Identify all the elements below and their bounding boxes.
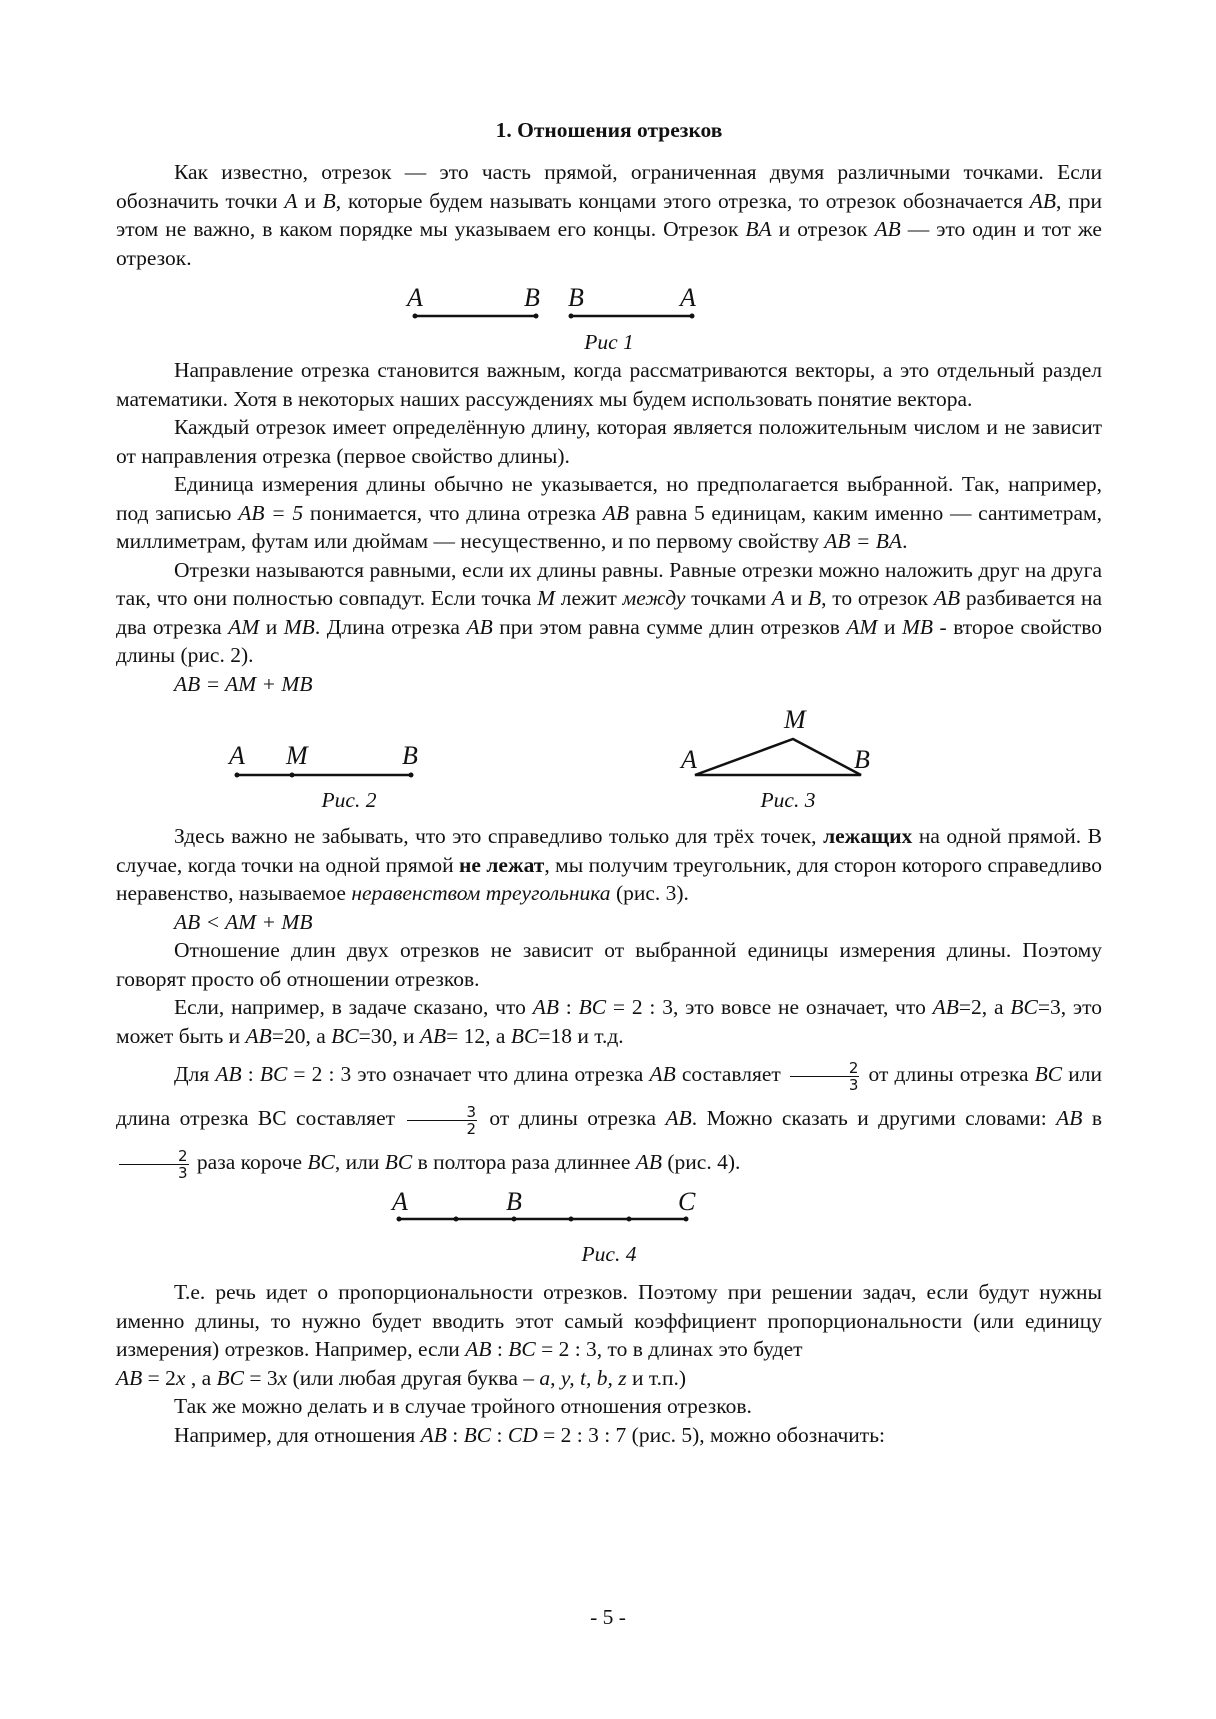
fraction-3-2: $\frac{3}{2}$	[407, 1104, 477, 1137]
point-b	[534, 314, 539, 319]
fig2-point-a	[235, 773, 240, 778]
point-b2	[569, 314, 574, 319]
figures-2-3	[116, 698, 1102, 822]
fig4-point-a	[397, 1217, 402, 1222]
paragraph-3: Каждый отрезок имеет определённую длину, которая является положительным числом и не зависит от направления отрезка (первое свойство длины).	[116, 415, 1102, 468]
paragraph-12: Так же можно делать и в случае тройного отношения отрезков.	[174, 1394, 752, 1418]
fig4-tick-2	[569, 1217, 574, 1222]
fig2-point-b	[409, 773, 414, 778]
fraction-2-3-b: $\frac{2}{3}$	[119, 1148, 189, 1181]
paragraph-11: AB = 2x , а BC = 3x (или любая другая буква – a, y, t, b, z и т.п.)	[116, 1365, 687, 1390]
point-a2	[690, 314, 695, 319]
paragraph-2: Направление отрезка становится важным, когда рассматриваются векторы, а это отдельный раздел математики. Хотя в некоторых наших рассуждениях мы будем использовать понятие вектора.	[116, 358, 1102, 411]
fig3-label-b: B	[854, 745, 870, 774]
fig2-label-m: M	[286, 741, 308, 770]
figure-4-caption: Рис. 4	[581, 1242, 637, 1266]
figure-1	[116, 272, 1102, 356]
page-content	[116, 116, 1102, 1449]
paragraph-5: Отрезки называются равными, если их длины равны. Равные отрезки можно наложить друг на друга так, что они полностью совпадут. Если точка M лежит между точками A и B, то отрезок AB разбивается на два отрезка AM и MB. Длина отрезка AB при этом равна сумме длин отрезков AM и MB - второе свойство длины (рис. 2).	[116, 557, 1102, 667]
figure-1-drawing	[116, 272, 1102, 328]
figure-4	[116, 1184, 1102, 1278]
fig2-label-b: B	[402, 741, 418, 770]
fig1-label-a2: A	[680, 283, 696, 312]
fig1-label-a: A	[407, 283, 423, 312]
paragraph-8: Если, например, в задаче сказано, что AB : BC = 2 : 3, это вовсе не означает, что AB=2, а BC=3, это может быть и AB=20, а BC=30, и AB= 12, а BC=18 и т.д.	[116, 995, 1103, 1048]
fraction-2-3: $\frac{2}{3}$	[790, 1060, 860, 1093]
fig2-label-a: A	[229, 741, 245, 770]
paragraph-9: Для AB : BC = 2 : 3 это означает что длина отрезка AB составляет $\frac{2}{3}$ от длины отрезка BC или длина отрезка ВС составляет $\frac{3}{2}$ от длины отрезка AB. Можно сказать и другими словами: AB в $\frac{2}{3}$ раза короче BC, или BC в полтора раза длиннее AB (рис. 4).	[116, 1058, 1102, 1182]
fig1-label-b2: B	[568, 283, 584, 312]
fig4-label-c: C	[678, 1187, 696, 1216]
paragraph-1: Как известно, отрезок — это часть прямой, ограниченная двумя различными точками. Если обозначить точки A и B, которые будем называть концами этого отрезка, то отрезок обозначается AB, при этом не важно, в каком порядке мы указываем его концы. Отрезок BA и отрезок AB — это один и тот же отрезок.	[116, 160, 1103, 270]
fig1-label-b: B	[524, 283, 540, 312]
fig2-caption: Рис. 2	[321, 788, 377, 812]
section-title: 1. Отношения отрезков	[495, 118, 723, 142]
fig4-label-b: B	[506, 1187, 522, 1216]
fig3-label-a: A	[681, 745, 697, 774]
figure-4-drawing	[116, 1184, 1102, 1240]
paragraph-7: Отношение длин двух отрезков не зависит от выбранной единицы измерения длины. Поэтому говорят просто об отношении отрезков.	[116, 938, 1102, 991]
fig3-label-m: M	[784, 705, 806, 734]
paragraph-4: Единица измерения длины обычно не указывается, но предполагается выбранной. Так, например, под записью AB = 5 понимается, что длина отрезка AB равна 5 единицам, каким именно — сантиметрам, миллиметрам, футам или дюймам — несущественно, и по первому свойству AB = BA.	[116, 472, 1103, 553]
paragraph-6: Здесь важно не забывать, что это справедливо только для трёх точек, лежащих на одной прямой. В случае, когда точки на одной прямой не лежат, мы получим треугольник, для сторон которого справедливо неравенство, называемое неравенством треугольника (рис. 3).	[116, 824, 1102, 905]
figure-1-caption: Рис 1	[584, 330, 634, 354]
fig3-caption: Рис. 3	[760, 788, 816, 812]
fig4-point-b	[512, 1217, 517, 1222]
paragraph-13: Например, для отношения AB : BC : CD = 2 : 3 : 7 (рис. 5), можно обозначить:	[174, 1422, 885, 1447]
fig4-point-c	[684, 1217, 689, 1222]
fig4-label-a: A	[392, 1187, 408, 1216]
formula-sum: AB = AM + MB	[174, 671, 313, 696]
figures-2-3-drawing	[116, 698, 1102, 822]
fig2-point-m	[290, 773, 295, 778]
page-number: - 5 -	[590, 1605, 626, 1629]
fig4-tick-3	[627, 1217, 632, 1222]
formula-inequality: AB < AM + MB	[174, 909, 313, 934]
fig4-tick-1	[454, 1217, 459, 1222]
fig3-triangle	[695, 739, 861, 775]
point-a	[413, 314, 418, 319]
paragraph-10: Т.е. речь идет о пропорциональности отрезков. Поэтому при решении задач, если будут нужны именно длины, то нужно будет вводить этот самый коэффициент пропорциональности (или единицу измерения) отрезков. Например, если AB : BC = 2 : 3, то в длинах это будет	[116, 1280, 1102, 1361]
